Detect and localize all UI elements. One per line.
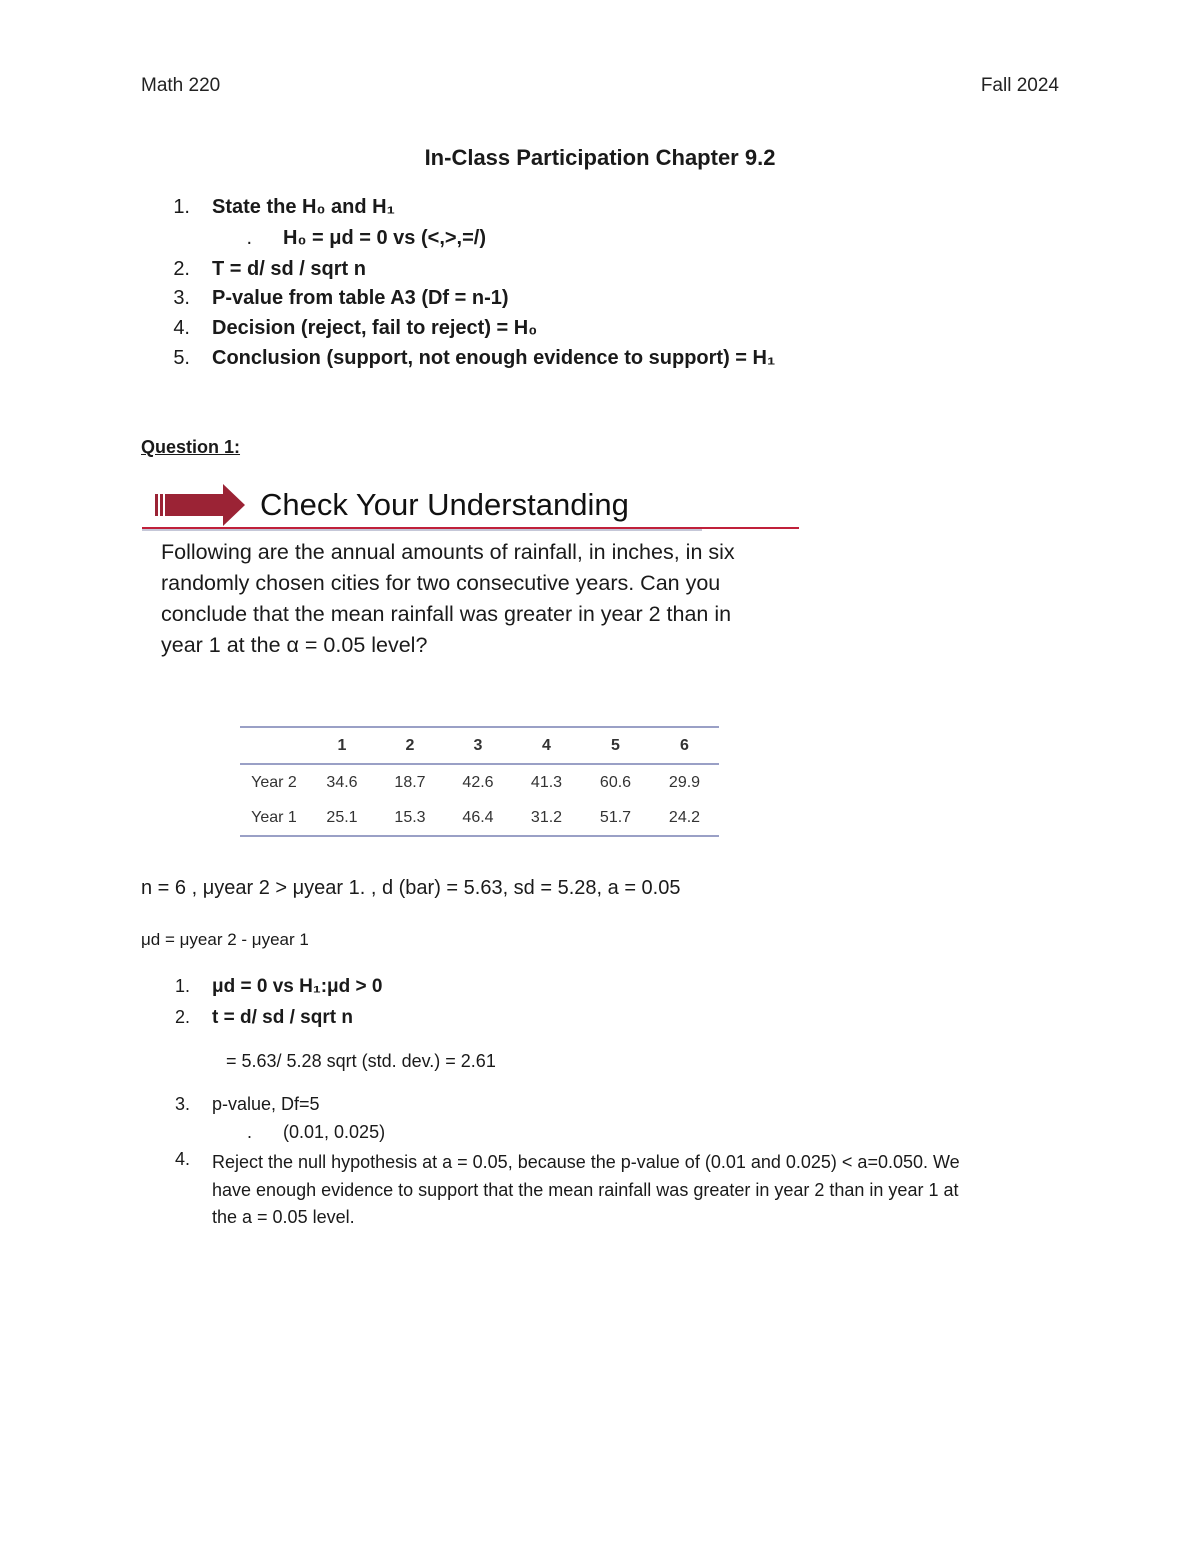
table-row (240, 800, 719, 836)
p-value-interval: (0.01, 0.025) (283, 1122, 386, 1142)
bullet-dot: . (246, 1122, 252, 1142)
step-3-number: 3. (173, 287, 190, 309)
conclusion-line: have enough evidence to support that the mean rainfall was greater in year 2 than in year 1 at (212, 1179, 959, 1200)
table-cell: 42.6 (462, 773, 494, 791)
table-cell: 25.1 (308, 800, 376, 836)
table-row-label: Year 1 (240, 800, 308, 836)
table-header-cell (240, 727, 308, 764)
course-label: Math 220 (141, 75, 221, 96)
step-5-text: Conclusion (support, not enough evidence to support) = H₁ (212, 347, 776, 369)
table-header-cell: 3 (444, 727, 512, 764)
table-row-label: Year 2 (251, 773, 297, 791)
page-title: In-Class Participation Chapter 9.2 (424, 145, 776, 170)
table-cell: 60.6 (599, 773, 632, 791)
givens-line: n = 6 , μyear 2 > μyear 1. , d (bar) = 5.63, sd = 5.28, a = 0.05 (141, 877, 681, 899)
table-cell: 18.7 (394, 773, 426, 791)
step-1-sub-text: H₀ = μd = 0 vs (<,>,=/) (283, 227, 487, 249)
table-cell: 29.9 (668, 773, 701, 791)
question-label: Question 1: (141, 437, 241, 457)
conclusion-line: the a = 0.05 level. (212, 1207, 355, 1227)
table-header-cell: 5 (581, 727, 650, 764)
solution-2-text: t = d/ sd / sqrt n (212, 1007, 353, 1028)
table-cell: 46.4 (444, 800, 512, 836)
step-2-number: 2. (173, 258, 190, 280)
step-5-number: 5. (173, 347, 190, 369)
step-1-text: State the H₀ and H₁ (212, 196, 395, 218)
title-rule-shadow (142, 529, 702, 531)
check-prompt (161, 537, 735, 661)
table-row (240, 764, 719, 800)
table-header-cell: 4 (512, 727, 581, 764)
solution-3-text: p-value, Df=5 (212, 1094, 320, 1114)
table-cell: 31.2 (512, 800, 581, 836)
solution-3-number: 3. (174, 1094, 190, 1114)
table-cell: 34.6 (326, 773, 358, 791)
step-3-text: P-value from table A3 (Df = n-1) (212, 287, 509, 309)
term-label: Fall 2024 (980, 75, 1059, 96)
step-2-text: T = d/ sd / sqrt n (212, 258, 366, 280)
table-header-cell: 6 (650, 727, 719, 764)
check-title: Check Your Understanding (260, 487, 629, 522)
conclusion-line: Reject the null hypothesis at a = 0.05, because the p-value of (0.01 and 0.025) < a=0.050. We (212, 1152, 960, 1172)
conclusion-text (212, 1149, 960, 1232)
prompt-line: year 1 at the α = 0.05 level? (161, 633, 428, 657)
solution-1-number: 1. (174, 976, 190, 996)
prompt-line: randomly chosen cities for two consecutive years. Can you (161, 571, 721, 595)
step-1-number: 1. (173, 196, 190, 218)
table-cell: 15.3 (376, 800, 444, 836)
solution-4-number: 4. (174, 1149, 190, 1169)
table-header-cell: 2 (376, 727, 444, 764)
solution-2-number: 2. (174, 1007, 190, 1027)
prompt-line: Following are the annual amounts of rainfall, in inches, in six (161, 540, 735, 564)
rainfall-table (240, 726, 719, 837)
table-header-row (240, 727, 719, 764)
table-cell: 24.2 (650, 800, 719, 836)
solution-computation: = 5.63/ 5.28 sqrt (std. dev.) = 2.61 (226, 1051, 496, 1071)
table-header-cell: 1 (308, 727, 376, 764)
prompt-line: conclude that the mean rainfall was greater in year 2 than in (161, 602, 732, 626)
table-cell: 51.7 (581, 800, 650, 836)
step-4-number: 4. (173, 317, 190, 339)
bullet-dot: . (246, 227, 252, 249)
solution-1-text: μd = 0 vs H₁:μd > 0 (212, 976, 383, 997)
mu-d-definition: μd = μyear 2 - μyear 1 (141, 930, 309, 949)
arrow-right-icon (155, 484, 247, 528)
table-cell: 41.3 (530, 773, 563, 791)
step-4-text: Decision (reject, fail to reject) = H₀ (212, 317, 538, 339)
